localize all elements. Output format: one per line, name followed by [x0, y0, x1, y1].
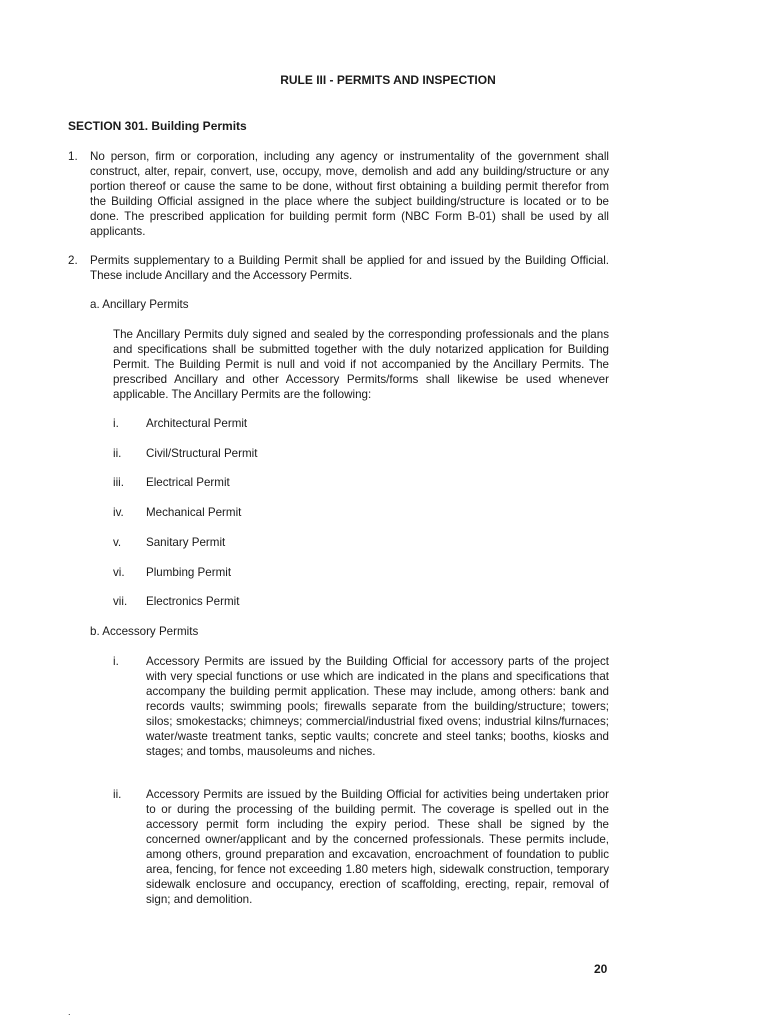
ancillary-permit-item: Mechanical Permit	[146, 506, 242, 519]
ancillary-permit-item: Electrical Permit	[146, 476, 230, 489]
list-numeral: i.	[113, 417, 119, 430]
list-numeral: vi.	[113, 566, 125, 579]
item-number: 1.	[68, 150, 78, 163]
accessory-permit-item-text: Accessory Permits are issued by the Building Official for accessory parts of the project with very special functions or use which are indicated in the plans and specifications that accompany the building permit application. These may include, among others: bank and records vaults; swimming pools; firewalls separate from the building/structure; towers; silos; smokestacks; chimneys; commercial/industrial fixed ovens; industrial kilns/furnaces; water/waste treatment tanks, septic vaults; concrete and steel tanks; booths, kiosks and stages; and tombs, mausoleums and niches.	[146, 655, 609, 758]
ancillary-permit-item: Plumbing Permit	[146, 566, 232, 579]
ancillary-permit-item: Architectural Permit	[146, 417, 248, 430]
section-heading: SECTION 301. Building Permits	[68, 119, 247, 133]
accessory-permits-heading: b. Accessory Permits	[90, 625, 199, 638]
list-numeral: iv.	[113, 506, 124, 519]
list-numeral: i.	[113, 655, 119, 668]
list-numeral: vii.	[113, 595, 128, 608]
accessory-permit-item-text: Accessory Permits are issued by the Building Official for activities being undertaken prior to or during the processing of the building permit. The coverage is spelled out in the accessory permit form including the expiry period. These shall be signed by the concerned owner/applicant and by the concerned professionals. These permits include, among others, ground preparation and excavation, encroachment of foundation to public area, fencing, for fence not exceeding 1.80 meters high, sidewalk construction, temporary sidewalk enclosure and occupancy, erection of scaffolding, erecting, repair, removal of sign; and demolition.	[146, 788, 609, 906]
page-mark: .	[68, 1007, 71, 1017]
ancillary-permit-item: Electronics Permit	[146, 595, 240, 608]
list-numeral: v.	[113, 536, 122, 549]
list-numeral: ii.	[113, 447, 122, 460]
item-2-text: Permits supplementary to a Building Permit shall be applied for and issued by the Building Official. These include Ancillary and the Accessory Permits.	[90, 254, 609, 282]
list-numeral: ii.	[113, 788, 122, 801]
item-number: 2.	[68, 254, 78, 267]
ancillary-permits-heading: a. Ancillary Permits	[90, 298, 189, 311]
ancillary-permit-item: Civil/Structural Permit	[146, 447, 258, 460]
ancillary-permits-text: The Ancillary Permits duly signed and sealed by the corresponding professionals and the plans and specifications shall be submitted together with the duly notarized application for Building Permit. The Building Permit is null and void if not accompanied by the Ancillary Permits. The prescribed Ancillary and other Accessory Permits/forms shall likewise be used whenever applicable. The Ancillary Permits are the following:	[113, 328, 609, 401]
rule-title: RULE III - PERMITS AND INSPECTION	[280, 73, 496, 87]
page-number: 20	[594, 962, 608, 976]
ancillary-permit-item: Sanitary Permit	[146, 536, 226, 549]
item-1-text: No person, firm or corporation, including any agency or instrumentality of the government shall construct, alter, repair, convert, use, occupy, move, demolish and add any building/structure or any portion thereof or cause the same to be done, without first obtaining a building permit therefor from the Building Official assigned in the place where the subject building/structure is located or to be done. The prescribed application for building permit form (NBC Form B-01) shall be used by all applicants.	[90, 150, 609, 238]
list-numeral: iii.	[113, 476, 124, 489]
